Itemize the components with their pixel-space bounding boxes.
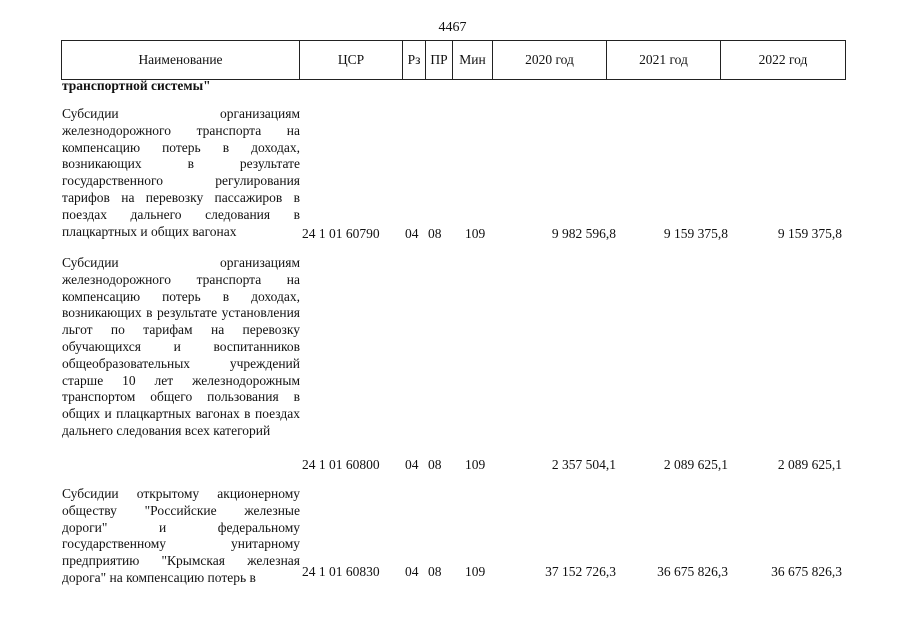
- header-rz: Рз: [403, 41, 426, 80]
- header-name: Наименование: [62, 41, 300, 80]
- row-min: 109: [465, 564, 486, 579]
- row-2022: 36 675 826,3: [771, 564, 842, 579]
- row-rz: 04: [405, 457, 419, 472]
- section-title-tail: транспортной системы": [62, 78, 211, 93]
- page-number: 4467: [438, 20, 467, 35]
- header-pr: ПР: [426, 41, 453, 80]
- row-csr: 24 1 01 60830: [302, 564, 380, 579]
- row-pr: 08: [428, 457, 442, 472]
- header-2020: 2020 год: [493, 41, 607, 80]
- header-csr: ЦСР: [300, 41, 403, 80]
- row-min: 109: [465, 226, 486, 241]
- row-2020: 37 152 726,3: [545, 564, 616, 579]
- row-description: Субсидии организациям железнодорожного транспорта на компенсацию потерь в доходах, возникающих в результате государственного регулирования тарифов на перевозку пассажиров в поездах дальнего следования в плацкартных и общих вагонах: [62, 106, 300, 239]
- header-min: Мин: [453, 41, 493, 80]
- row-rz: 04: [405, 564, 419, 579]
- row-2021: 2 089 625,1: [663, 457, 728, 472]
- header-2022: 2022 год: [721, 41, 846, 80]
- row-2021: 9 159 375,8: [663, 226, 728, 241]
- row-2020: 2 357 504,1: [551, 457, 616, 472]
- table-header: [61, 40, 846, 80]
- row-min: 109: [465, 457, 486, 472]
- row-2022: 9 159 375,8: [777, 226, 842, 241]
- row-2022: 2 089 625,1: [777, 457, 842, 472]
- row-rz: 04: [405, 226, 419, 241]
- row-2020: 9 982 596,8: [551, 226, 616, 241]
- header-2021: 2021 год: [607, 41, 721, 80]
- row-pr: 08: [428, 564, 442, 579]
- row-pr: 08: [428, 226, 442, 241]
- row-2021: 36 675 826,3: [657, 564, 728, 579]
- row-description: Субсидии открытому акционерному обществу "Российские железные дороги" и федеральному государственному унитарному предприятию "Крымская железная дорога" на компенсацию потерь в: [62, 486, 300, 585]
- row-csr: 24 1 01 60800: [302, 457, 380, 472]
- row-description: Субсидии организациям железнодорожного транспорта на компенсацию потерь в доходах, возникающих в результате установления льгот по тарифам на перевозку обучающихся и воспитанников общеобразовательных учреждений старше 10 лет железнодорожным транспортом общего пользования в общих и плацкартных вагонах в поездах дальнего следования всех категорий: [62, 255, 300, 438]
- row-csr: 24 1 01 60790: [302, 226, 380, 241]
